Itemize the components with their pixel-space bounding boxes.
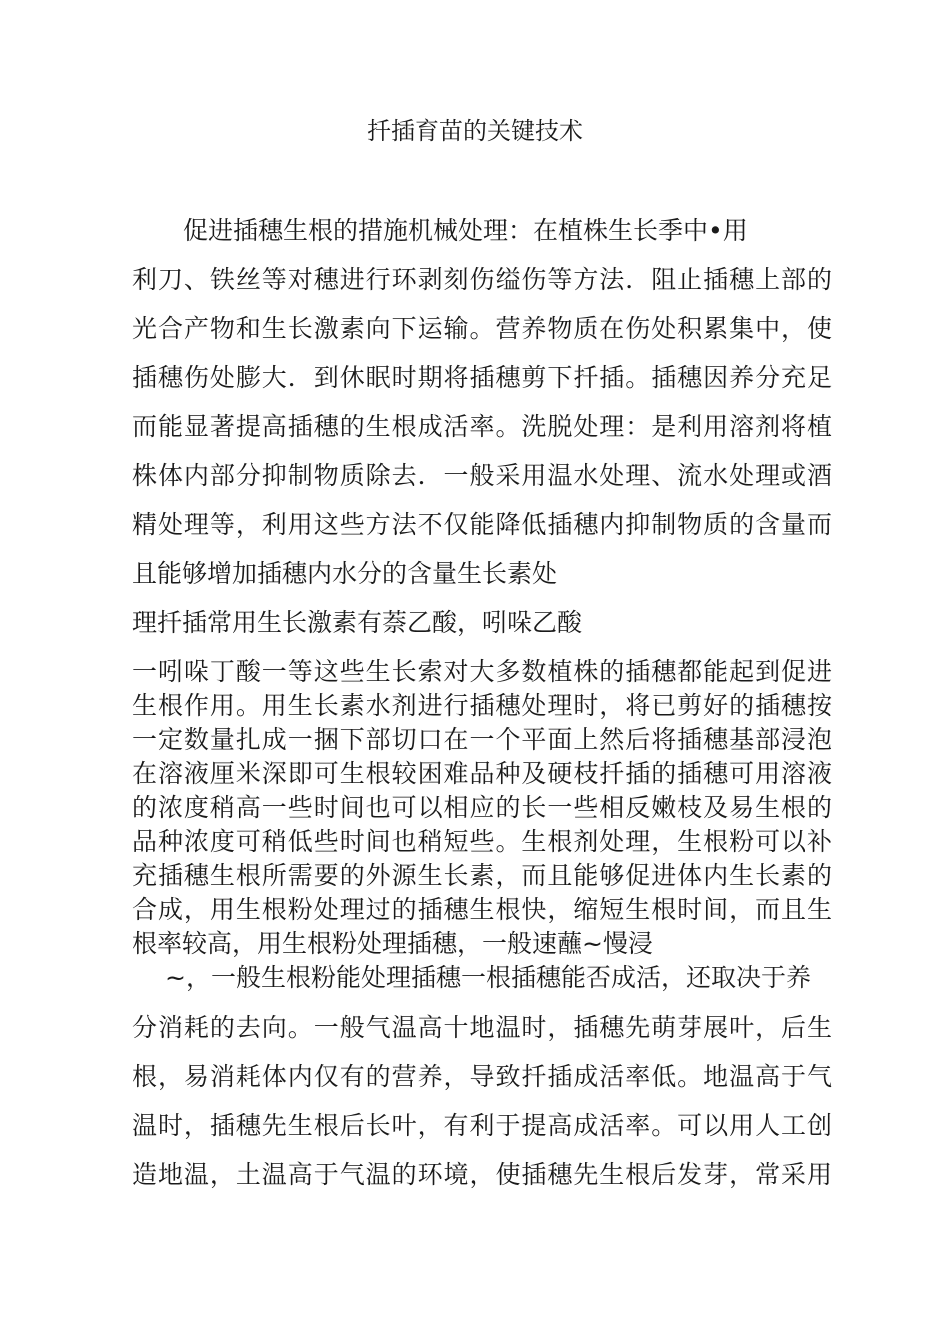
text-line-6: 株体内部分抑制物质除去．一般采用温水处理、流水处理或酒 xyxy=(132,461,832,490)
text-line-12: 一定数量扎成一捆下部切口在一个平面上然后将插穗基部浸泡 xyxy=(132,725,832,754)
text-line-8: 且能够增加插穗内水分的含量生长素处 xyxy=(132,559,558,588)
text-line-9: 理扦插常用生长激素有萘乙酸，吲哚乙酸 xyxy=(132,608,583,637)
text-line-18: 根率较高，用生根粉处理插穗，一般速蘸~慢浸 xyxy=(132,929,653,958)
text-line-10: 一吲哚丁酸一等这些生长索对大多数植株的插穗都能起到促进 xyxy=(132,657,832,686)
text-line-23: 造地温，土温高于气温的环境，使插穗先生根后发芽，常采用 xyxy=(132,1160,832,1189)
text-line-13: 在溶液厘米深即可生根较困难品种及硬枝扦插的插穗可用溶液 xyxy=(132,759,832,788)
text-line-3: 光合产物和生长激素向下运输。营养物质在伤处积累集中，使 xyxy=(132,314,832,343)
text-line-19: ~，一般生根粉能处理插穗一根插穗能否成活，还取决于养 xyxy=(165,963,811,992)
text-line-15: 品种浓度可稍低些时间也稍短些。生根剂处理，生根粉可以补 xyxy=(132,827,832,856)
text-line-21: 根，易消耗体内仅有的营养，导致扦插成活率低。地温高于气 xyxy=(132,1062,832,1091)
document-title: 扦插育苗的关键技术 xyxy=(367,117,583,145)
text-line-2: 利刀、铁丝等对穗进行环剥刻伤缢伤等方法．阻止插穗上部的 xyxy=(132,265,832,294)
text-line-14: 的浓度稍高一些时间也可以相应的长一些相反嫩枝及易生根的 xyxy=(132,793,832,822)
text-line-1: 促进插穗生根的措施机械处理：在植株生长季中•用 xyxy=(183,216,748,245)
text-line-11: 生根作用。用生长素水剂进行插穗处理时，将已剪好的插穗按 xyxy=(132,691,832,720)
text-line-17: 合成，用生根粉处理过的插穗生根快，缩短生根时间，而且生 xyxy=(132,895,832,924)
text-line-20: 分消耗的去向。一般气温高十地温时，插穗先萌芽展叶，后生 xyxy=(132,1013,832,1042)
text-line-4: 插穗伤处膨大．到休眠时期将插穗剪下扦插。插穗因养分充足 xyxy=(132,363,832,392)
text-line-22: 温时，插穗先生根后长叶，有利于提高成活率。可以用人工创 xyxy=(132,1111,832,1140)
text-line-16: 充插穗生根所需要的外源生长素，而且能够促进体内生长素的 xyxy=(132,861,832,890)
text-line-5: 而能显著提高插穗的生根成活率。洗脱处理：是利用溶剂将植 xyxy=(132,412,832,441)
text-line-7: 精处理等，利用这些方法不仅能降低插穗内抑制物质的含量而 xyxy=(132,510,832,539)
